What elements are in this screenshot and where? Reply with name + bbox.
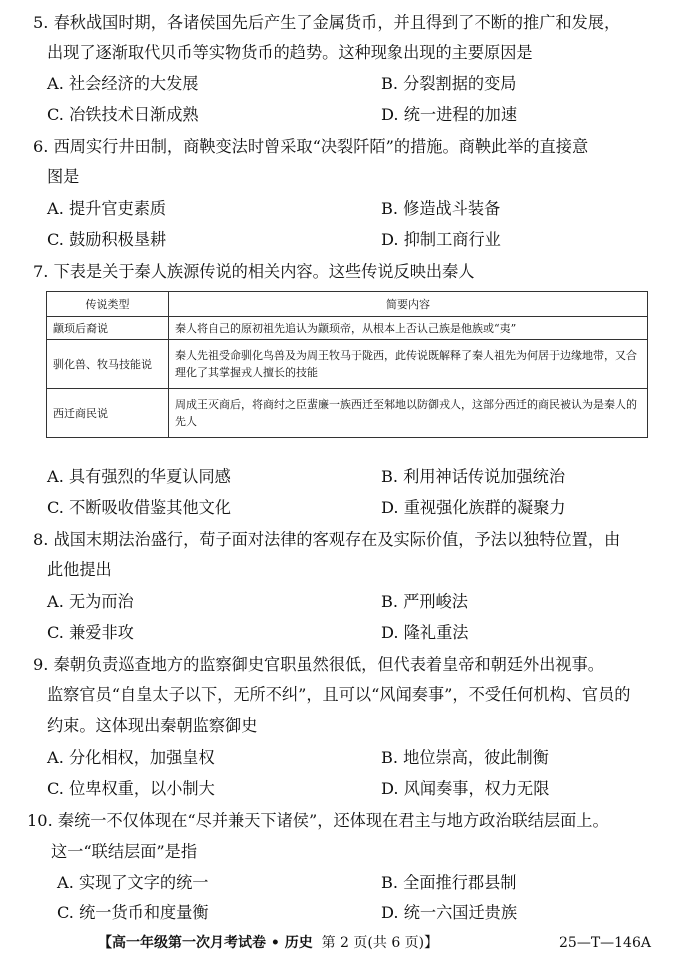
table-header-content: 简要内容	[169, 292, 648, 317]
question-7-option-a: A. 具有强烈的华夏认同感	[47, 467, 231, 486]
question-6-stem-line-1: 6. 西周实行井田制，商鞅变法时曾采取“决裂阡陌”的措施。商鞅此举的直接意	[33, 137, 589, 156]
question-5-stem-line-2: 出现了逐渐取代贝币等实物货币的趋势。这种现象出现的主要原因是	[47, 43, 533, 62]
question-9-option-a: A. 分化相权，加强皇权	[47, 748, 215, 767]
question-6-option-d: D. 抑制工商行业	[381, 230, 501, 249]
question-9-stem-line-1: 9. 秦朝负责巡查地方的监察御史官职虽然很低，但代表着皇帝和朝廷外出视事。	[33, 655, 604, 674]
question-5-option-c: C. 冶铁技术日渐成熟	[47, 105, 199, 124]
question-7-option-d: D. 重视强化族群的凝聚力	[381, 498, 566, 517]
question-8-option-b: B. 严刑峻法	[381, 592, 468, 611]
question-10-option-a: A. 实现了文字的统一	[57, 873, 209, 892]
question-5-stem-line-1: 5. 春秋战国时期，各诸侯国先后产生了金属货币，并且得到了不断的推广和发展，	[33, 13, 621, 32]
footer-page-info: 第 2 页(共 6 页)】	[321, 935, 439, 951]
question-10-stem-line-2: 这一“联结层面”是指	[51, 842, 198, 861]
question-5-option-d: D. 统一进程的加速	[381, 105, 518, 124]
legend-table	[46, 291, 648, 438]
question-10-option-c: C. 统一货币和度量衡	[57, 903, 209, 922]
footer-exam-code: 25—T—146A	[559, 935, 651, 951]
question-8-stem-line-2: 此他提出	[47, 560, 112, 579]
table-header-type: 传说类型	[47, 292, 169, 317]
question-8-stem-line-1: 8. 战国末期法治盛行，荀子面对法律的客观存在及实际价值，予法以独特位置，由	[33, 530, 621, 549]
table-cell-type: 颛顼后裔说	[47, 317, 169, 340]
table-cell-content: 秦人先祖受命驯化鸟兽及为周王牧马于陇西，此传说既解释了秦人祖先为何居于边缘地带，又合理化了其掌握戎人擅长的技能	[169, 340, 648, 389]
table-header-row	[47, 292, 648, 317]
question-8-option-a: A. 无为而治	[47, 592, 134, 611]
footer-exam-title: 【高一年级第一次月考试卷 • 历史	[98, 935, 313, 951]
question-7-stem-line-1: 7. 下表是关于秦人族源传说的相关内容。这些传说反映出秦人	[33, 262, 475, 281]
question-9-option-b: B. 地位崇高，彼此制衡	[381, 748, 549, 767]
table-row	[47, 317, 648, 340]
question-6-stem-line-2: 图是	[47, 167, 80, 186]
question-6-option-c: C. 鼓励积极垦耕	[47, 230, 167, 249]
question-9-option-d: D. 风闻奏事，权力无限	[381, 779, 550, 798]
table-cell-type: 驯化兽、牧马技能说	[47, 340, 169, 389]
table-row	[47, 340, 648, 389]
question-7-option-c: C. 不断吸收借鉴其他文化	[47, 498, 231, 517]
question-6-option-b: B. 修造战斗装备	[381, 199, 501, 218]
question-8-option-c: C. 兼爱非攻	[47, 623, 134, 642]
question-5-option-b: B. 分裂割据的变局	[381, 74, 517, 93]
question-8-option-d: D. 隆礼重法	[381, 623, 469, 642]
page-footer	[98, 934, 438, 952]
table-cell-content: 周成王灭商后，将商纣之臣蜚廉一族西迁至邾地以防御戎人，这部分西迁的商民被认为是秦人的先人	[169, 389, 648, 438]
question-9-option-c: C. 位卑权重，以小制大	[47, 779, 215, 798]
question-9-stem-line-2: 监察官员“自皇太子以下，无所不纠”，且可以“风闻奏事”，不受任何机构、官员的	[47, 685, 631, 704]
question-7-option-b: B. 利用神话传说加强统治	[381, 467, 566, 486]
question-5-option-a: A. 社会经济的大发展	[47, 74, 199, 93]
question-10-stem-line-1: 10. 秦统一不仅体现在“尽并兼天下诸侯”，还体现在君主与地方政治联结层面上。	[27, 811, 609, 830]
table-cell-type: 西迁商民说	[47, 389, 169, 438]
table-row	[47, 389, 648, 438]
question-10-option-d: D. 统一六国迁贵族	[381, 903, 518, 922]
question-6-option-a: A. 提升官吏素质	[47, 199, 167, 218]
question-10-option-b: B. 全面推行郡县制	[381, 873, 517, 892]
table-cell-content: 秦人将自己的原初祖先追认为颛顼帝，从根本上否认己族是他族或“夷”	[169, 317, 648, 340]
question-9-stem-line-3: 约束。这体现出秦朝监察御史	[47, 716, 258, 735]
